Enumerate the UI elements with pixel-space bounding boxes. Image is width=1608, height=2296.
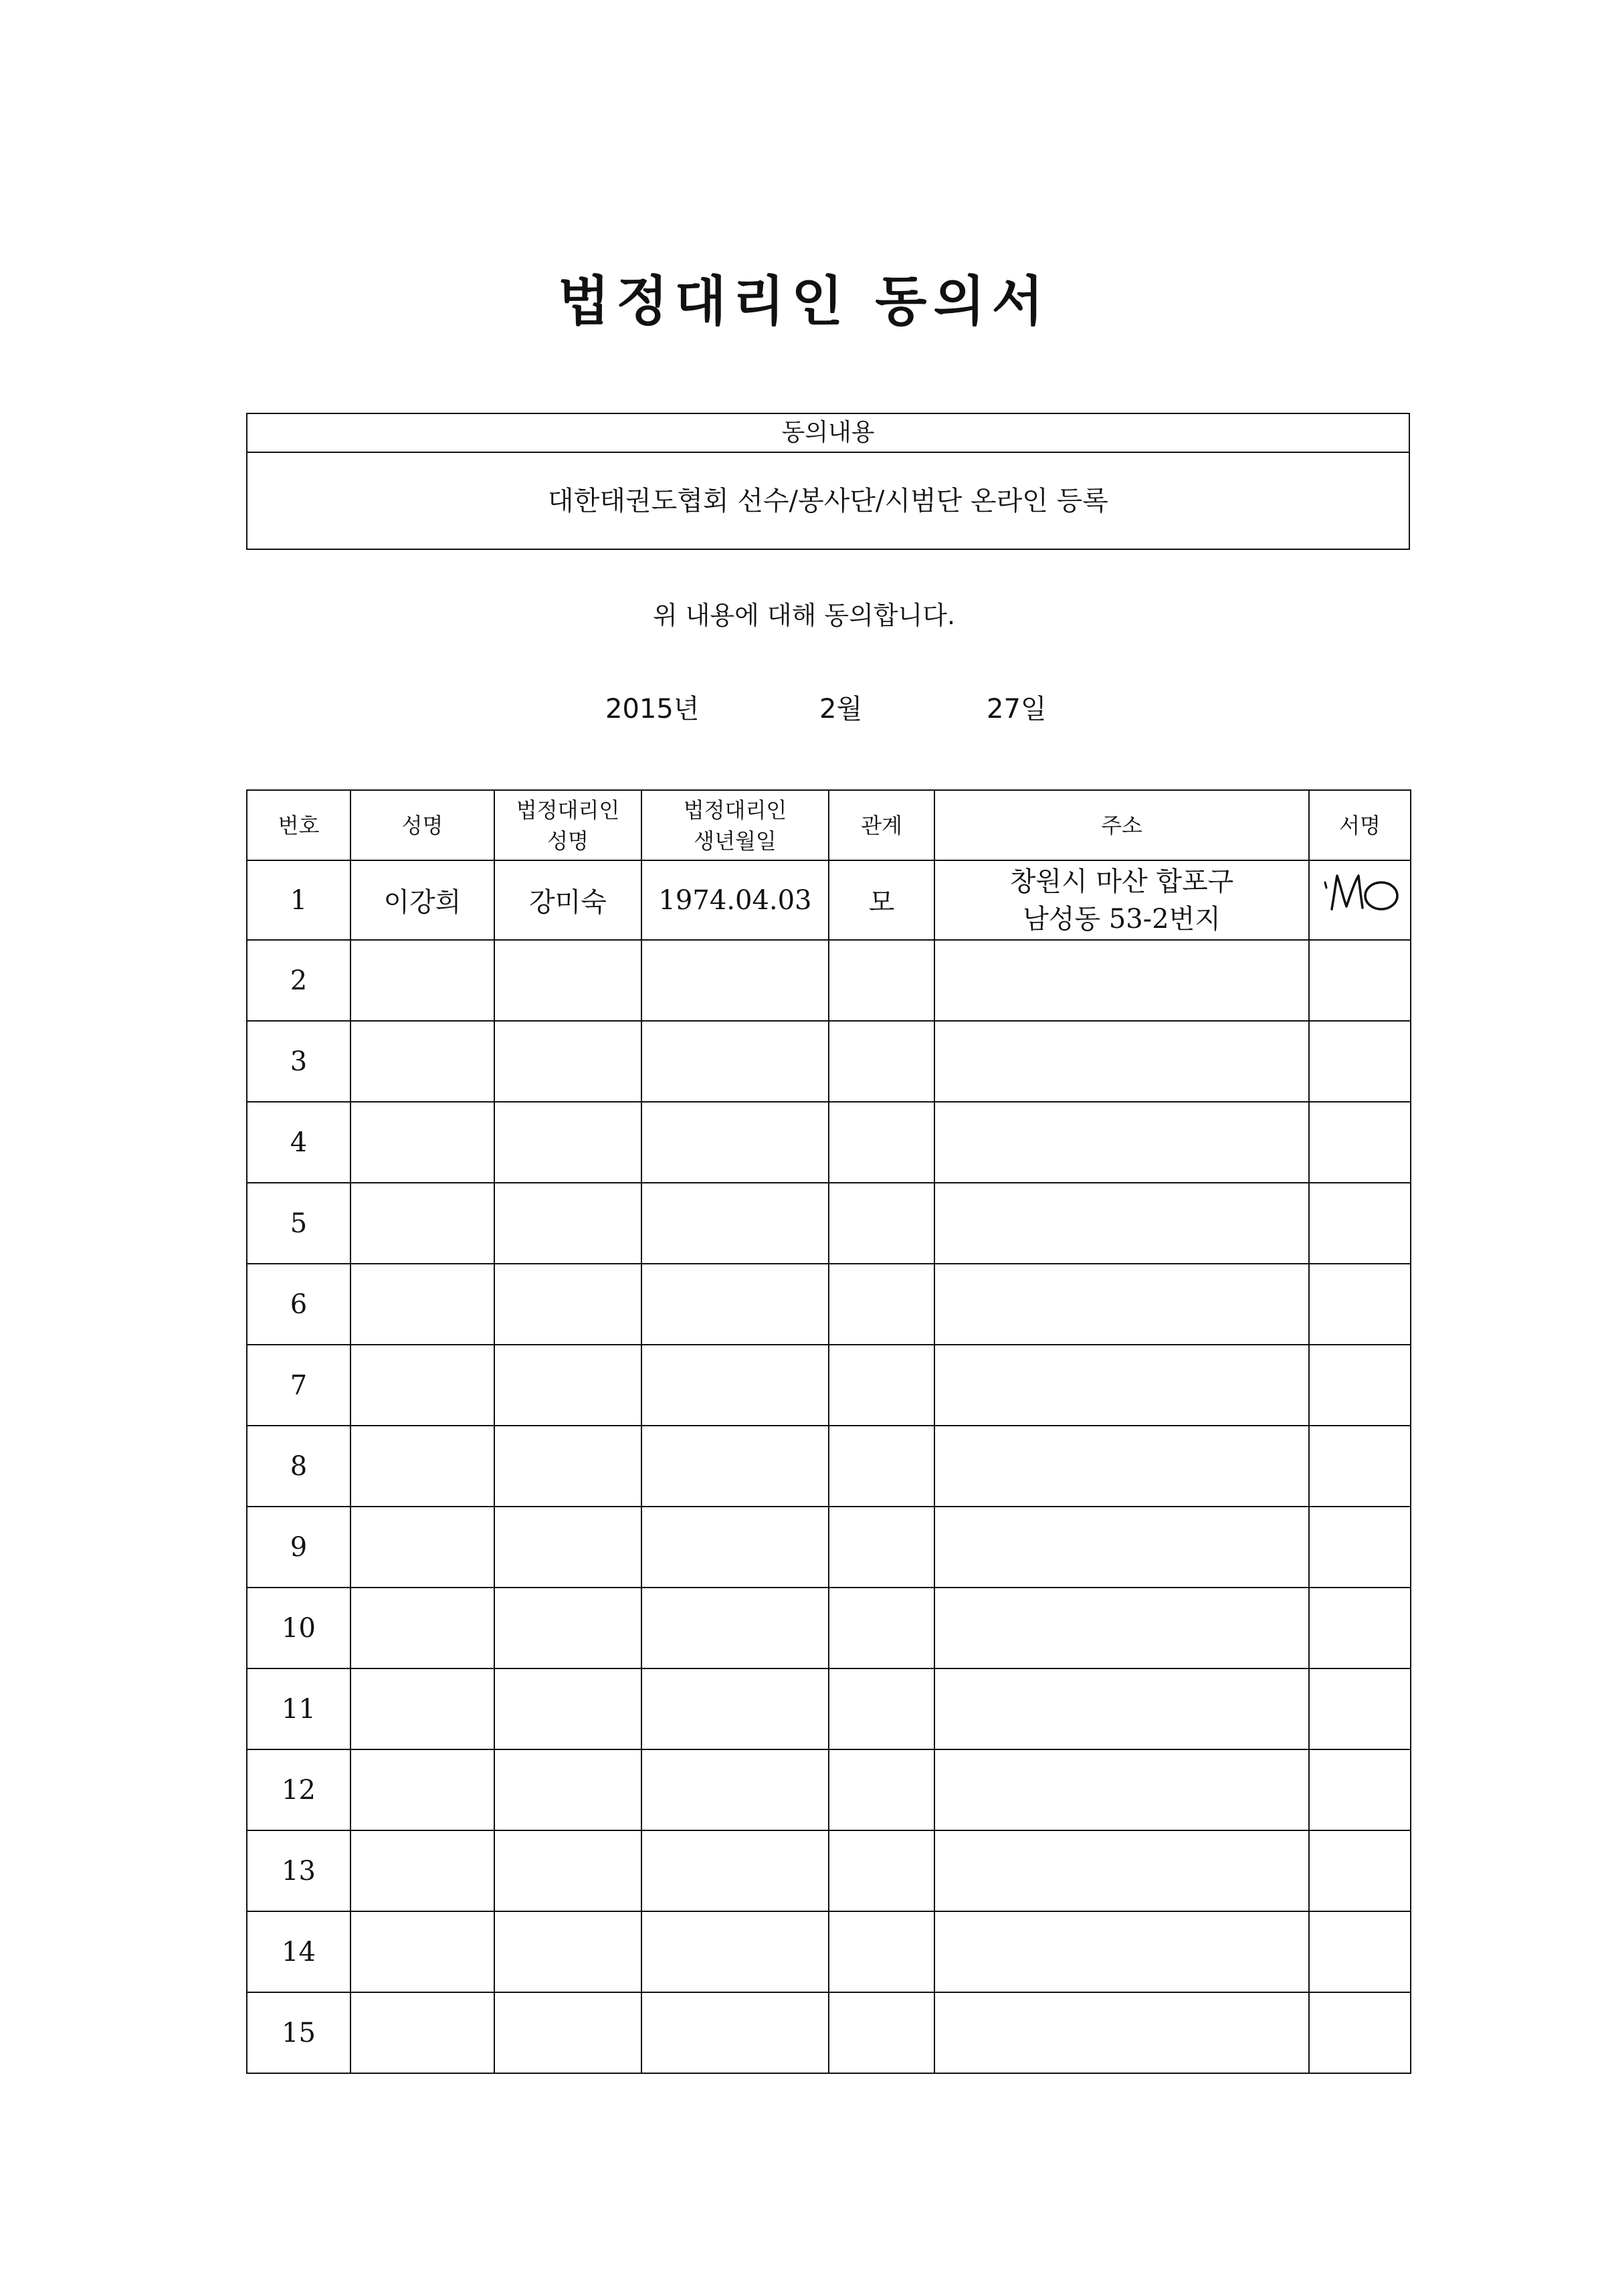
table-row <box>247 860 1411 940</box>
cell-relation <box>829 1264 934 1345</box>
cell-guardian-birth <box>641 1102 829 1183</box>
cell-guardian-name <box>494 940 641 1021</box>
cell-address <box>934 1992 1309 2073</box>
table-row <box>247 1264 1411 1345</box>
cell-guardian-birth <box>641 1345 829 1426</box>
header-relation: 관계 <box>829 790 934 860</box>
cell-signature <box>1309 1102 1411 1183</box>
consent-body: 대한태권도협회 선수/봉사단/시범단 온라인 등록 <box>548 486 1108 516</box>
cell-relation <box>829 1588 934 1668</box>
cell-name <box>350 1992 494 2073</box>
cell-address <box>934 1507 1309 1588</box>
header-address: 주소 <box>934 790 1309 860</box>
cell-no: 2 <box>247 940 350 1021</box>
cell-no: 7 <box>247 1345 350 1426</box>
cell-relation <box>829 1992 934 2073</box>
cell-guardian-birth <box>641 1668 829 1749</box>
date-line <box>0 689 1608 729</box>
cell-relation <box>829 1507 934 1588</box>
cell-relation <box>829 1911 934 1992</box>
date-year: 2015년 <box>605 694 700 725</box>
cell-signature <box>1309 1345 1411 1426</box>
cell-address <box>934 1911 1309 1992</box>
cell-no: 1 <box>247 860 350 940</box>
cell-signature <box>1309 1911 1411 1992</box>
cell-guardian-name <box>494 1507 641 1588</box>
cell-guardian-birth <box>641 1426 829 1507</box>
table-row <box>247 1426 1411 1507</box>
cell-signature <box>1309 1021 1411 1102</box>
table-header-row <box>247 790 1411 860</box>
cell-signature <box>1309 1426 1411 1507</box>
cell-address <box>934 1830 1309 1911</box>
cell-address <box>934 1345 1309 1426</box>
date-month: 2월 <box>819 694 863 725</box>
cell-relation <box>829 1830 934 1911</box>
cell-relation <box>829 1668 934 1749</box>
cell-address <box>934 1588 1309 1668</box>
table-row <box>247 1992 1411 2073</box>
cell-name <box>350 1102 494 1183</box>
table-row <box>247 1588 1411 1668</box>
cell-address <box>934 1426 1309 1507</box>
header-guardian-birth-line2: 생년월일 <box>694 828 777 854</box>
cell-name <box>350 1668 494 1749</box>
cell-guardian-birth <box>641 1911 829 1992</box>
cell-guardian-birth <box>641 1749 829 1830</box>
header-guardian-name-line2: 성명 <box>547 828 589 854</box>
cell-guardian-name <box>494 1426 641 1507</box>
cell-no: 6 <box>247 1264 350 1345</box>
cell-no: 15 <box>247 1992 350 2073</box>
table-row <box>247 940 1411 1021</box>
cell-guardian-birth <box>641 1264 829 1345</box>
address-line2: 남성동 53-2번지 <box>1023 903 1221 935</box>
cell-signature <box>1309 1588 1411 1668</box>
cell-relation <box>829 1345 934 1426</box>
cell-guardian-name <box>494 1345 641 1426</box>
cell-guardian-name <box>494 1183 641 1264</box>
cell-relation <box>829 1183 934 1264</box>
cell-signature <box>1309 1830 1411 1911</box>
cell-name <box>350 1345 494 1426</box>
cell-name <box>350 1588 494 1668</box>
cell-name <box>350 1183 494 1264</box>
cell-signature <box>1309 860 1411 940</box>
cell-guardian-birth <box>641 1588 829 1668</box>
header-guardian-name <box>494 790 641 860</box>
cell-address <box>934 1183 1309 1264</box>
cell-address <box>934 1749 1309 1830</box>
cell-name <box>350 1426 494 1507</box>
cell-signature <box>1309 1668 1411 1749</box>
table-row <box>247 1183 1411 1264</box>
cell-address <box>934 1668 1309 1749</box>
cell-guardian-name <box>494 1830 641 1911</box>
agreement-statement: 위 내용에 대해 동의합니다. <box>652 601 956 630</box>
cell-no: 8 <box>247 1426 350 1507</box>
cell-address <box>934 860 1309 940</box>
cell-guardian-birth <box>641 1830 829 1911</box>
header-guardian-birth <box>641 790 829 860</box>
header-guardian-birth-line1: 법정대리인 <box>683 797 787 823</box>
cell-relation <box>829 1749 934 1830</box>
cell-relation <box>829 1102 934 1183</box>
cell-guardian-name <box>494 1264 641 1345</box>
cell-name <box>350 1264 494 1345</box>
cell-no: 11 <box>247 1668 350 1749</box>
cell-guardian-birth <box>641 1507 829 1588</box>
cell-relation <box>829 1426 934 1507</box>
table-row <box>247 1830 1411 1911</box>
cell-guardian-name <box>494 1749 641 1830</box>
table-row <box>247 1911 1411 1992</box>
cell-guardian-name: 강미숙 <box>494 860 641 940</box>
header-no: 번호 <box>247 790 350 860</box>
consent-box <box>246 413 1410 550</box>
cell-guardian-birth <box>641 1992 829 2073</box>
cell-signature <box>1309 1264 1411 1345</box>
cell-signature <box>1309 1992 1411 2073</box>
cell-name <box>350 1021 494 1102</box>
roster-table <box>246 789 1411 2074</box>
cell-guardian-birth <box>641 1021 829 1102</box>
cell-address <box>934 940 1309 1021</box>
cell-address <box>934 1021 1309 1102</box>
cell-no: 14 <box>247 1911 350 1992</box>
handwritten-signature-icon <box>1320 868 1403 921</box>
cell-guardian-birth: 1974.04.03 <box>641 860 829 940</box>
cell-guardian-name <box>494 1911 641 1992</box>
table-row <box>247 1345 1411 1426</box>
cell-name <box>350 940 494 1021</box>
cell-relation <box>829 940 934 1021</box>
cell-guardian-birth <box>641 940 829 1021</box>
cell-no: 4 <box>247 1102 350 1183</box>
header-name: 성명 <box>350 790 494 860</box>
cell-guardian-name <box>494 1668 641 1749</box>
cell-guardian-birth <box>641 1183 829 1264</box>
cell-name <box>350 1749 494 1830</box>
cell-no: 12 <box>247 1749 350 1830</box>
header-guardian-name-line1: 법정대리인 <box>516 797 620 823</box>
cell-signature <box>1309 940 1411 1021</box>
table-row <box>247 1507 1411 1588</box>
cell-address <box>934 1264 1309 1345</box>
cell-signature <box>1309 1183 1411 1264</box>
table-row <box>247 1749 1411 1830</box>
cell-guardian-name <box>494 1102 641 1183</box>
cell-no: 10 <box>247 1588 350 1668</box>
cell-no: 9 <box>247 1507 350 1588</box>
table-row <box>247 1021 1411 1102</box>
cell-guardian-name <box>494 1992 641 2073</box>
consent-header: 동의내용 <box>247 414 1409 453</box>
cell-relation <box>829 1021 934 1102</box>
cell-name: 이강희 <box>350 860 494 940</box>
cell-address <box>934 1102 1309 1183</box>
cell-no: 3 <box>247 1021 350 1102</box>
table-row <box>247 1102 1411 1183</box>
cell-signature <box>1309 1507 1411 1588</box>
header-signature: 서명 <box>1309 790 1411 860</box>
cell-name <box>350 1830 494 1911</box>
cell-guardian-name <box>494 1588 641 1668</box>
cell-signature <box>1309 1749 1411 1830</box>
cell-guardian-name <box>494 1021 641 1102</box>
cell-name <box>350 1507 494 1588</box>
cell-name <box>350 1911 494 1992</box>
cell-no: 5 <box>247 1183 350 1264</box>
address-line1: 창원시 마산 합포구 <box>1009 866 1234 897</box>
date-day: 27일 <box>987 694 1047 725</box>
cell-no: 13 <box>247 1830 350 1911</box>
cell-relation: 모 <box>829 860 934 940</box>
table-row <box>247 1668 1411 1749</box>
page-title: 법정대리인 동의서 <box>557 270 1051 332</box>
